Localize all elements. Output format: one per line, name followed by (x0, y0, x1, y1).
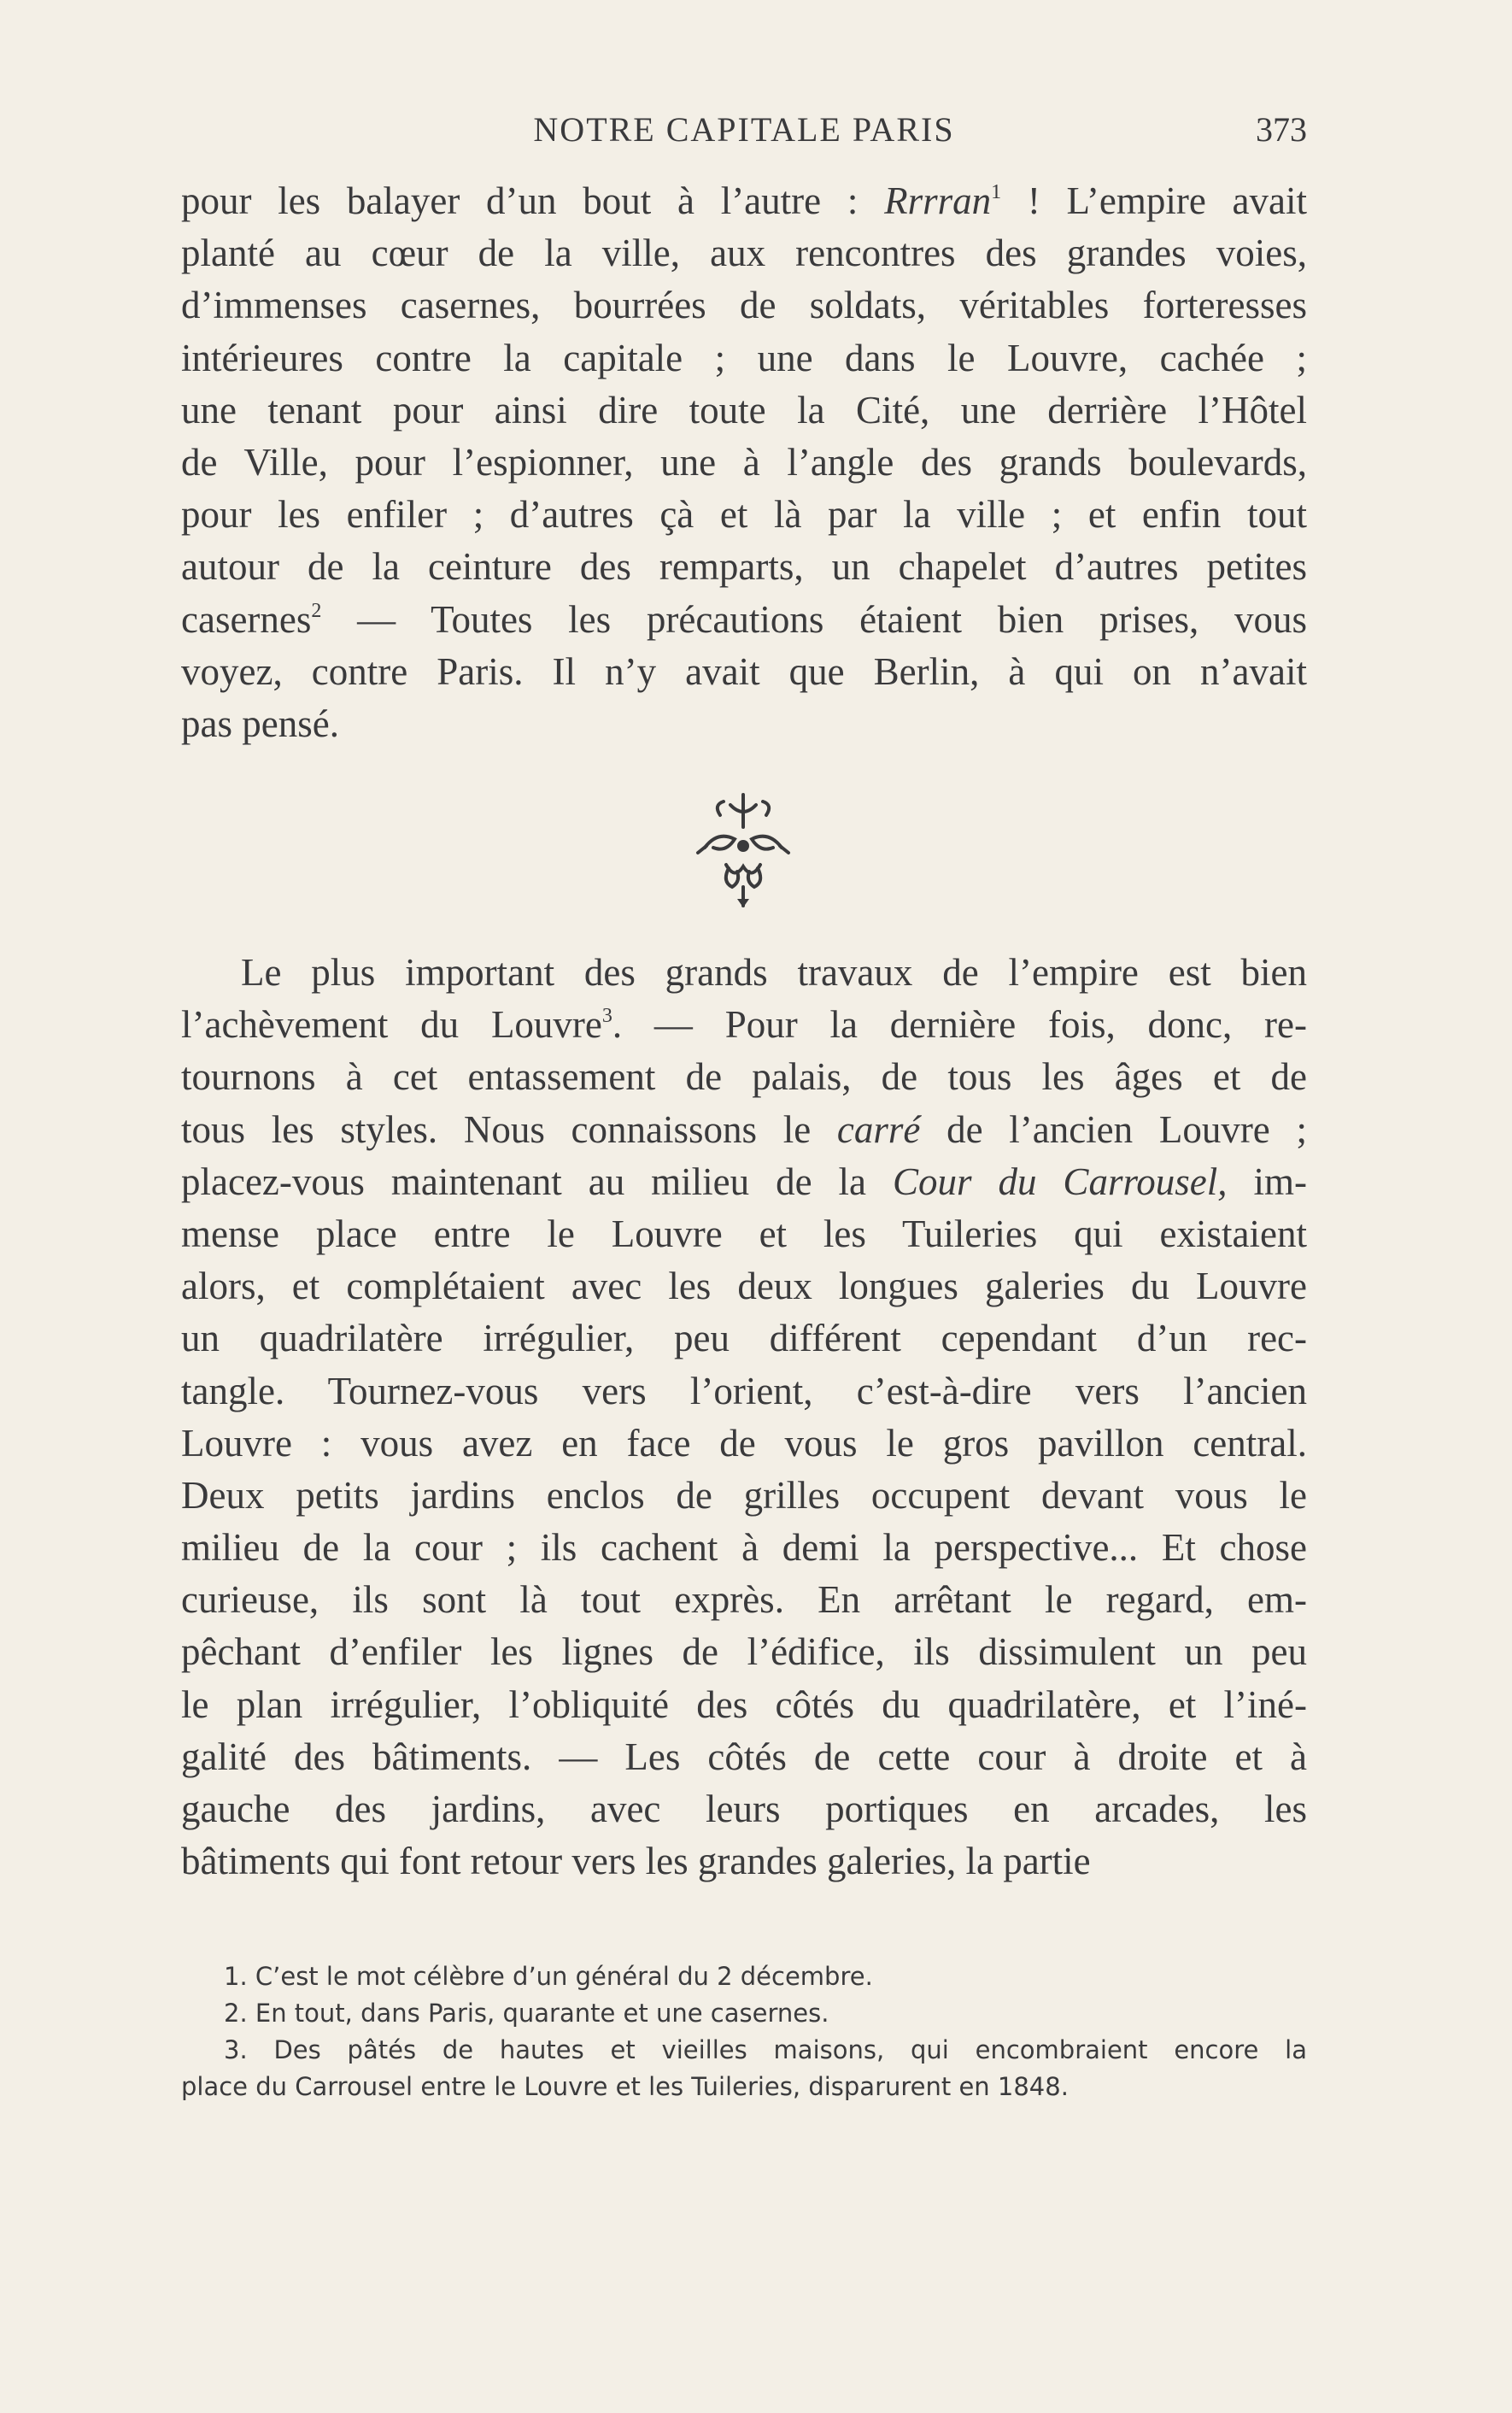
text-line: Le plus important des grands travaux de l’empire est bien (241, 951, 1307, 994)
paragraph-1 (181, 175, 1307, 750)
text-line: intérieures contre la capitale ; une dans le Louvre, cachée ; (181, 336, 1307, 379)
text-run: ! L’empire avait (1001, 179, 1308, 222)
text-line: milieu de la cour ; ils cachent à demi la perspective... Et chose (181, 1526, 1307, 1570)
text-line: Louvre : vous avez en face de vous le gros pavillon central. (181, 1421, 1307, 1465)
text-line (181, 1156, 1307, 1208)
text-line: pour les enfiler ; d’autres çà et là par la ville ; et enfin tout (181, 493, 1307, 537)
footnotes (181, 1958, 1307, 2105)
text-run: tous les styles. Nous connaissons le (181, 1107, 837, 1151)
text-run: im- (1227, 1160, 1307, 1203)
text-line: curieuse, ils sont là tout exprès. En arrêtant le regard, em- (181, 1578, 1307, 1622)
text-line: mense place entre le Louvre et les Tuileries qui existaient (181, 1212, 1307, 1255)
text-line: gauche des jardins, avec leurs portiques en arcades, les (181, 1788, 1307, 1830)
footnote-marker: 1 (991, 181, 1002, 203)
text-line: pêchant d’enfiler les lignes de l’édifice, ils dissimulent un peu (181, 1630, 1307, 1674)
text-line: autour de la ceinture des remparts, un chapelet d’autres petites (181, 545, 1307, 589)
text-run: casernes (181, 597, 312, 641)
running-header (181, 109, 1307, 161)
page-number: 373 (1256, 110, 1307, 149)
text-line: le plan irrégulier, l’obliquité des côtés du quadrilatère, et l’iné- (181, 1682, 1307, 1726)
fleuron-ornament-icon (688, 786, 799, 914)
text-line (181, 175, 1307, 227)
text-line (181, 594, 1307, 646)
footnote-marker: 3 (601, 1005, 612, 1028)
text-line: une tenant pour ainsi dire toute la Cité, une derrière l’Hôtel (181, 388, 1307, 432)
footnote-2: 2. En tout, dans Paris, quarante et une casernes. (224, 1999, 829, 2028)
text-line: planté au cœur de la ville, aux rencontres des grandes voies, (181, 232, 1307, 275)
italic-text: Rrrran (884, 179, 992, 222)
footnote-marker: 2 (311, 599, 322, 622)
text-line (181, 1104, 1307, 1156)
italic-text: Cour du Carrousel, (892, 1160, 1228, 1203)
footnote-3-continued: place du Carrousel entre le Louvre et les Tuileries, disparurent en 1848. (181, 2072, 1069, 2101)
text-run: placez-vous maintenant au milieu de la (181, 1160, 893, 1203)
text-line: d’immenses casernes, bourrées de soldats, véritables forteresses (181, 284, 1307, 327)
running-title: NOTRE CAPITALE PARIS (533, 110, 955, 149)
paragraph-2 (181, 947, 1307, 1888)
text-line: de Ville, pour l’espionner, une à l’angle des grands boulevards, (181, 440, 1307, 484)
footnote-1: 1. C’est le mot célèbre d’un général du 2 décembre. (224, 1962, 873, 1991)
footnote-3: 3. Des pâtés de hautes et vieilles maisons, qui encombraient encore la (224, 2035, 1307, 2064)
text-line: un quadrilatère irrégulier, peu différent cependant d’un rec- (181, 1317, 1307, 1360)
text-line: galité des bâtiments. — Les côtés de cette cour à droite et à (181, 1735, 1307, 1778)
text-line (181, 999, 1307, 1051)
text-line: tangle. Tournez-vous vers l’orient, c’est-à-dire vers l’ancien (181, 1369, 1307, 1412)
text-line: bâtiments qui font retour vers les grandes galeries, la partie (181, 1840, 1091, 1883)
text-line: tournons à cet entassement de palais, de tous les âges et de (181, 1055, 1307, 1099)
text-run: pour les balayer d’un bout à l’autre : (181, 179, 885, 222)
text-run: . — Pour la dernière fois, donc, re- (612, 1003, 1307, 1047)
text-line: pas pensé. (181, 702, 339, 745)
text-line: voyez, contre Paris. Il n’y avait que Berlin, à qui on n’avait (181, 649, 1307, 693)
text-run: l’achèvement du Louvre (181, 1003, 602, 1047)
text-run: de l’ancien Louvre ; (920, 1107, 1307, 1151)
text-line: alors, et complétaient avec les deux longues galeries du Louvre (181, 1265, 1307, 1308)
text-run: — Toutes les précautions étaient bien prises, vous (321, 597, 1307, 641)
italic-text: carré (836, 1107, 921, 1151)
text-line: Deux petits jardins enclos de grilles occupent devant vous le (181, 1473, 1307, 1517)
